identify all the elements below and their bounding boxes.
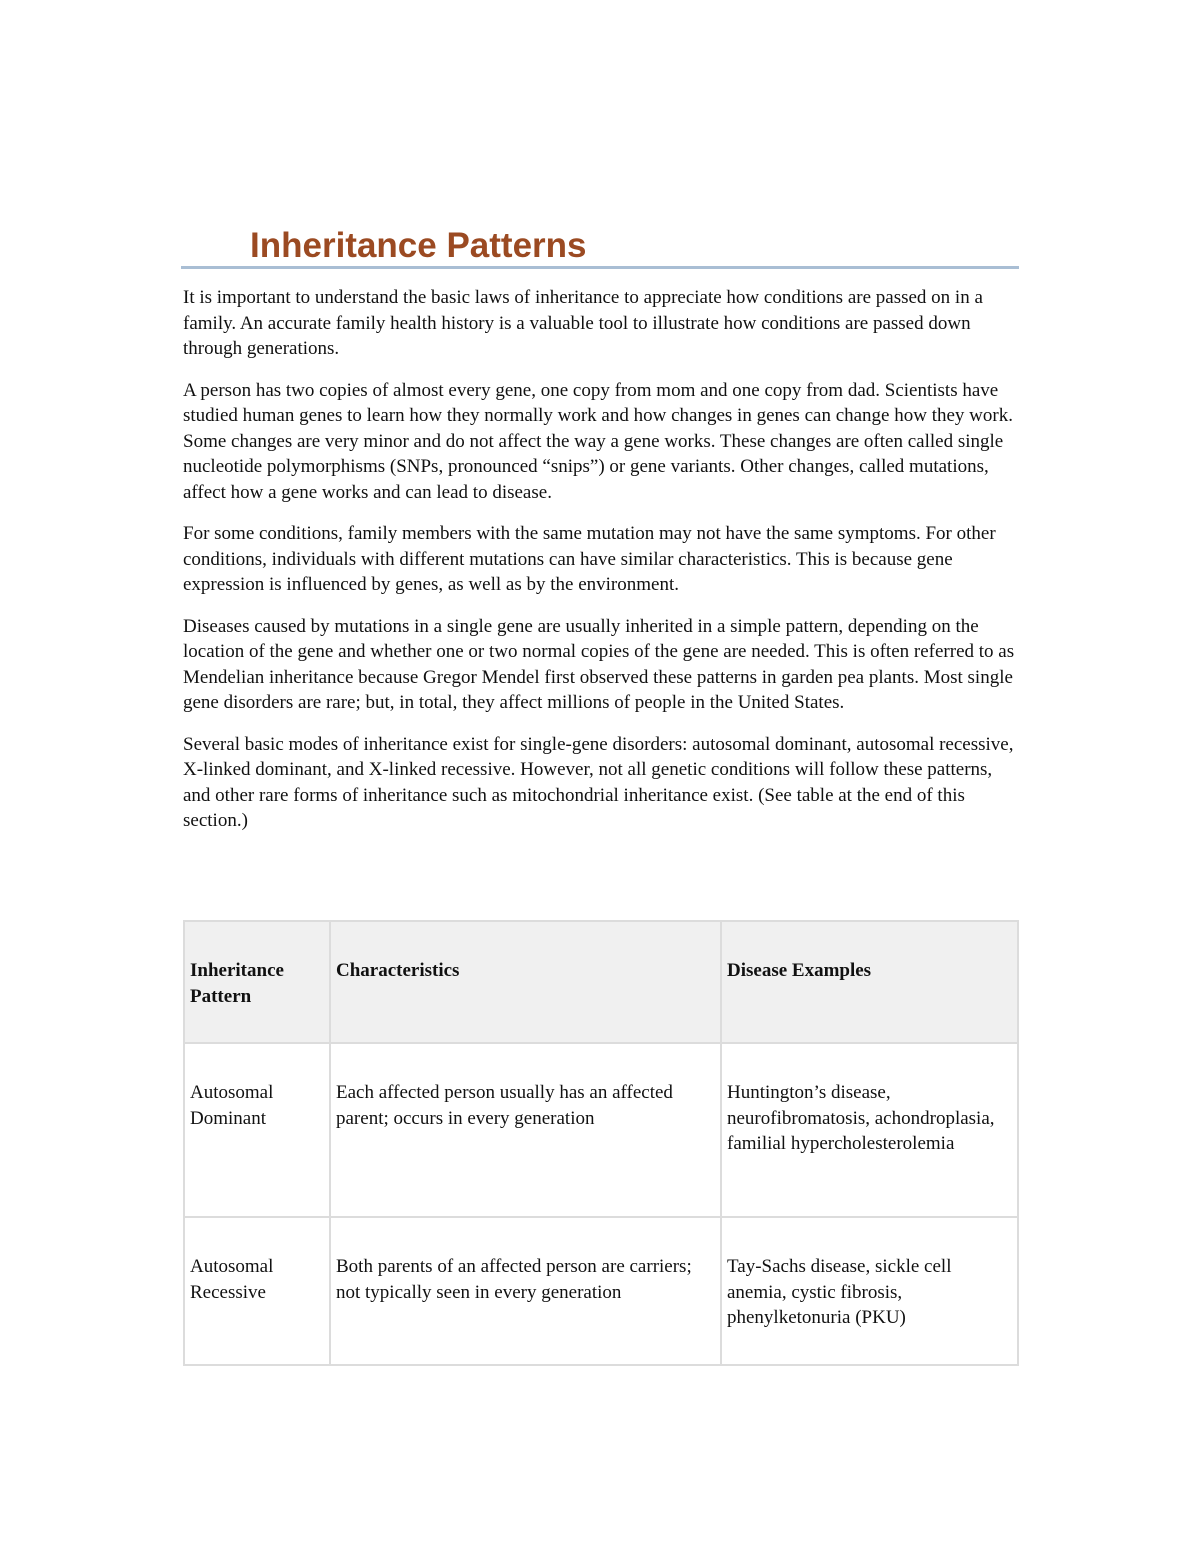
page-title: Inheritance Patterns — [250, 226, 587, 265]
paragraph-conditions: For some conditions, family members with the same mutation may not have the same symptoms. For other conditions, individuals with different mutations can have similar characteristics. This is because gene expression is influenced by genes, as well as by the environment. — [183, 523, 996, 595]
header-characteristics: Characteristics — [330, 921, 721, 1043]
cell-pattern: Autosomal Recessive — [184, 1217, 330, 1365]
inheritance-table — [183, 920, 1019, 1366]
cell-characteristics: Each affected person usually has an affected parent; occurs in every generation — [330, 1043, 721, 1217]
paragraph-mendelian: Diseases caused by mutations in a single gene are usually inherited in a simple pattern, depending on the location of the gene and whether one or two normal copies of the gene are needed. This is often referred to as Mendelian inheritance because Gregor Mendel first observed these patterns in garden pea plants. Most single gene disorders are rare; but, in total, they affect millions of people in the United States. — [183, 615, 1015, 713]
body-text — [183, 285, 1017, 850]
paragraph-gene-copies: A person has two copies of almost every gene, one copy from mom and one copy from dad. Scientists have studied human genes to learn how they normally work and how changes in genes can change how they work. Some changes are very minor and do not affect the way a gene works. These changes are often called single nucleotide polymorphisms (SNPs, pronounced “snips”) or gene variants. Other changes, called mutations, affect how a gene works and can lead to disease. — [183, 379, 1013, 503]
table-header-row — [184, 921, 1018, 1043]
header-disease-examples: Disease Examples — [721, 921, 1018, 1043]
cell-characteristics: Both parents of an affected person are carriers; not typically seen in every generation — [330, 1217, 721, 1365]
title-divider — [181, 266, 1019, 269]
table-row — [184, 1043, 1018, 1217]
paragraph-modes: Several basic modes of inheritance exist for single-gene disorders: autosomal dominant, autosomal recessive, X-linked dominant, and X-linked recessive. However, not all genetic conditions will follow these patterns, and other rare forms of inheritance such as mitochondrial inheritance exist. (See table at the end of this section.) — [183, 733, 1014, 831]
paragraph-intro: It is important to understand the basic laws of inheritance to appreciate how conditions are passed on in a family. An accurate family health history is a valuable tool to illustrate how conditions are passed down through generations. — [183, 287, 983, 359]
cell-pattern: Autosomal Dominant — [184, 1043, 330, 1217]
cell-disease-examples: Huntington’s disease, neurofibromatosis, achondroplasia, familial hypercholesterolemia — [721, 1043, 1018, 1217]
table-row — [184, 1217, 1018, 1365]
header-inheritance-pattern: Inheritance Pattern — [184, 921, 330, 1043]
cell-disease-examples: Tay-Sachs disease, sickle cell anemia, cystic fibrosis, phenylketonuria (PKU) — [721, 1217, 1018, 1365]
inheritance-table-container — [183, 920, 1017, 1366]
